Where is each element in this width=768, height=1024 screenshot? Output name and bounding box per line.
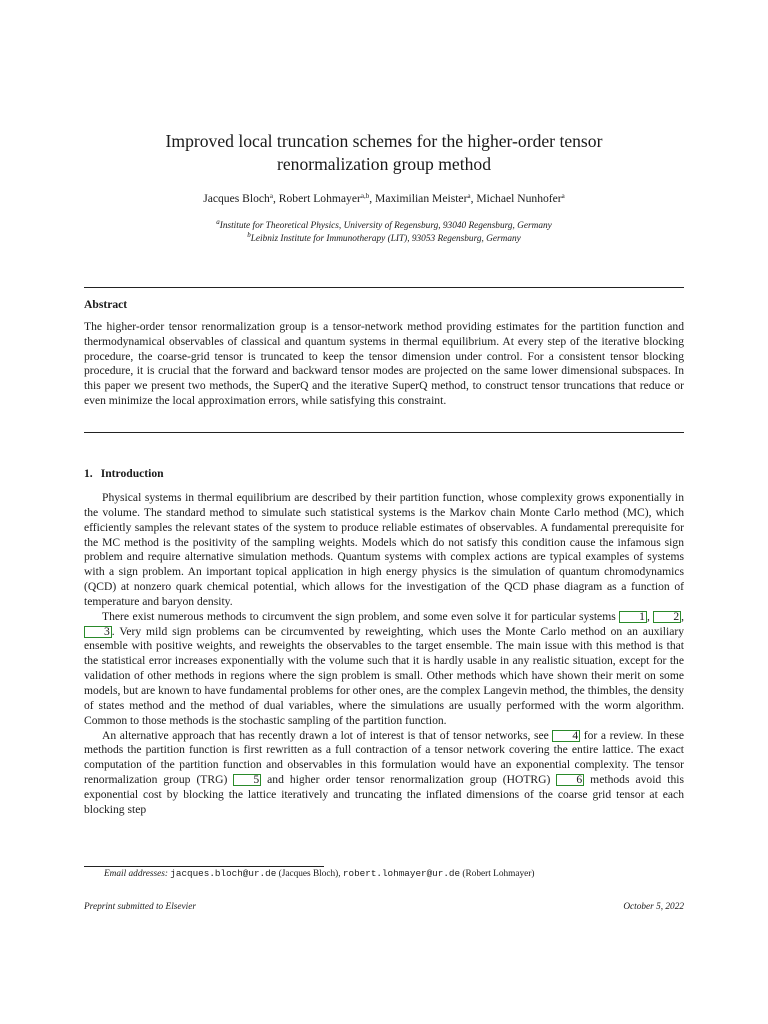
author-name: Michael Nunhofer xyxy=(476,192,562,205)
email-link[interactable]: robert.lohmayer@ur.de xyxy=(342,868,461,879)
affiliation xyxy=(84,220,684,233)
paragraph-text: for a review. In these methods the partition function is first rewritten as a full contraction of a tensor network covering the entire lattice. The exact computation of the partition function and observables in this formulation would have an exponential complexity. The tensor renormalization group (TRG) xyxy=(84,728,684,787)
paragraph-text: . Very mild sign problems can be circumvented by reweighting, which uses the Monte Carlo method on an auxiliary ensemble with positive weights, and reweights the observables to the target ensemble. The main issue with this method is that the statistical error increases exponentially with the volume such that it is hardly usable in any realistic situation, except for the validation of other methods in regions where the sign problem is small. Other methods which have shown their merit on some models, but are known to have fundamental problems for other ones, are the complex Langevin method, the thimbles, the density of states method and the method of dual variables, where the simulations are usually performed with the worm algorithm. Common to those methods is the stochastic sampling of the partition function. xyxy=(84,624,684,727)
email-link[interactable]: jacques.bloch@ur.de xyxy=(170,868,277,879)
affiliation-mark: a xyxy=(216,218,220,226)
section-title: Introduction xyxy=(100,467,164,480)
citation-link[interactable]: 6 xyxy=(556,774,584,786)
author-affiliation-mark: a xyxy=(467,192,471,200)
title-line-2: renormalization group method xyxy=(277,154,491,174)
abstract-bottom-rule xyxy=(84,432,684,433)
footnote-rule xyxy=(84,866,324,867)
paragraph xyxy=(84,610,684,729)
author-list: Jacques Bloch$^a$, Robert Lohmayer$^{a,b}$, Maximilian Meister$^a$, Michael Nunhofer$^a$ xyxy=(203,192,565,205)
footnote-name: (Robert Lohmayer) xyxy=(462,869,535,879)
body-text xyxy=(84,491,684,818)
title-line-1: Improved local truncation schemes for the higher-order tensor xyxy=(165,131,603,151)
affiliation-text: Institute for Theoretical Physics, University of Regensburg, 93040 Regensburg, Germany xyxy=(219,221,552,231)
citation-link[interactable]: 3 xyxy=(84,626,112,638)
abstract-heading: Abstract xyxy=(84,298,128,311)
paper-title xyxy=(84,130,684,176)
paragraph xyxy=(84,491,684,610)
author-affiliation-mark: a xyxy=(561,192,565,200)
footnote-name: (Jacques Bloch), xyxy=(278,869,341,879)
citation-link[interactable]: 2 xyxy=(653,611,681,623)
section-number: 1. xyxy=(84,467,93,480)
abstract-text: The higher-order tensor renormalization group is a tensor-network method providing estimates for the partition function and thermodynamical observables of classical and quantum systems in thermal equilibrium. At every step of the iterative blocking procedure, the coarse-grid tensor is truncated to keep the tensor dimension under control. For a consistent tensor blocking procedure, it is crucial that the forward and backward tensor modes are projected on the same lower dimensional subspaces. In this paper we present two methods, the SuperQ and the iterative SuperQ method, to construct tensor truncations that reduce or even minimize the local approximation errors, while satisfying this constraint. xyxy=(84,320,684,407)
footnote-label: Email addresses: xyxy=(104,869,168,879)
paragraph-text: An alternative approach that has recently drawn a lot of interest is that of tensor networks, see xyxy=(102,728,553,742)
paragraph xyxy=(84,729,684,818)
author-affiliation-mark: a xyxy=(269,192,273,200)
affiliation xyxy=(84,230,684,246)
preprint-note: Preprint submitted to Elsevier xyxy=(84,902,196,912)
footnote xyxy=(104,868,534,879)
citation-link[interactable]: 1 xyxy=(619,611,647,623)
author-name: Maximilian Meister xyxy=(375,192,468,205)
affiliation-mark: b xyxy=(247,230,251,239)
paragraph-text: methods avoid this exponential cost by blocking the lattice iteratively and truncating the inflated dimensions of the coarse grid tensor at each blocking step xyxy=(84,773,684,816)
paragraph-text: Physical systems in thermal equilibrium are described by their partition function, whose complexity grows exponentially in the volume. The standard method to simulate such statistical systems is the Markov chain Monte Carlo method (MC), which efficiently samples the relevant states of the system to produce reliable estimates of observables. A fundamental prerequisite for the MC method is the positivity of the sampling weights. Models which do not satisfy this condition cause the infamous sign problem and require alternative simulation methods. Quantum systems with complex actions are typical examples of systems with a sign problem. An important topical application in high energy physics is the simulation of quantum chromodynamics (QCD) at nonzero quark chemical potential, which allows for the investigation of the QCD phase diagram as a function of temperature and baryon density. xyxy=(84,491,684,608)
abstract-top-rule xyxy=(84,287,684,288)
section-heading xyxy=(84,467,164,480)
preprint-date: October 5, 2022 xyxy=(623,902,684,912)
affiliation-text: Leibniz Institute for Immunotherapy (LIT), 93053 Regensburg, Germany xyxy=(250,233,521,244)
author-name: Jacques Bloch xyxy=(203,192,270,205)
paragraph-text: There exist numerous methods to circumvent the sign problem, and some even solve it for particular systems xyxy=(102,609,620,623)
paragraph-text: , xyxy=(681,609,685,623)
paragraph-text: , xyxy=(646,609,654,623)
citation-link[interactable]: 5 xyxy=(233,774,261,786)
affiliation-list xyxy=(84,220,684,245)
author-name: Robert Lohmayer xyxy=(278,192,361,205)
paragraph-text: and higher order tensor renormalization group (HOTRG) xyxy=(261,773,557,787)
author-affiliation-mark: a,b xyxy=(360,192,370,200)
citation-link[interactable]: 4 xyxy=(552,730,580,742)
